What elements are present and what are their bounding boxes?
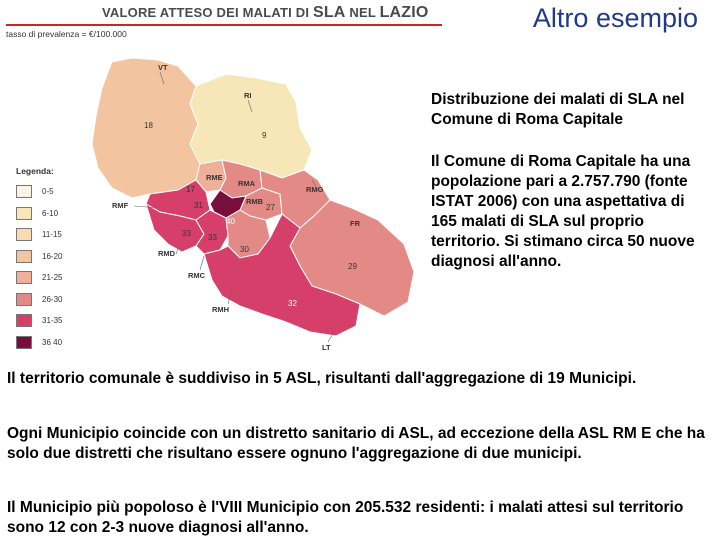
asl-label-rmd: RMD [158, 249, 176, 258]
value-rmh: 32 [288, 299, 297, 308]
legend-item [16, 224, 62, 246]
value-rme: 17 [186, 185, 195, 194]
value-rma: 25 [218, 199, 227, 208]
legend-swatch [16, 271, 32, 284]
asl-label-vt: VT [158, 63, 168, 72]
legend-swatch [16, 336, 32, 349]
legend-item [16, 181, 62, 203]
asl-label-rmc: RMC [188, 271, 206, 280]
asl-label-rmh: RMH [212, 305, 230, 314]
legend-swatch [16, 314, 32, 327]
map-title [6, 4, 442, 22]
lazio-map-svg [0, 40, 430, 362]
value-rmd: 33 [182, 229, 191, 238]
legend-item [16, 267, 62, 289]
bottom-paragraph-viii-municipio: Il Municipio più popoloso è l'VIII Municipio con 205.532 residenti: i malati attesi sul territorio sono 12 con 2-3 nuove diagnosi all'anno. [7, 499, 684, 536]
value-fr: 29 [348, 262, 357, 271]
legend-label: 6-10 [42, 208, 59, 218]
lazio-map [0, 40, 430, 362]
legend-label: 31-35 [42, 316, 63, 326]
legend-swatch [16, 228, 32, 241]
asl-label-rme: RME [206, 173, 223, 182]
map-title-rule [6, 24, 442, 26]
map-title-sla: SLA [312, 4, 346, 21]
legend-title: Legenda: [16, 166, 54, 176]
map-legend [16, 166, 62, 353]
legend-item [16, 310, 62, 332]
legend-swatch [16, 250, 32, 263]
legend-label: 16-20 [42, 251, 63, 261]
legend-swatch [16, 207, 32, 220]
value-vt: 18 [144, 121, 153, 130]
asl-label-rmg: RMG [306, 185, 324, 194]
slide-title: Altro esempio [532, 3, 698, 33]
legend-item [16, 246, 62, 268]
value-rmg: 30 [240, 245, 249, 254]
legend-item [16, 203, 62, 225]
bottom-paragraph-asl: Il territorio comunale è suddiviso in 5 ASL, risultanti dall'aggregazione di 19 Municipi. [7, 370, 637, 387]
value-rmc: 33 [208, 233, 217, 242]
map-title-region: LAZIO [379, 4, 429, 21]
asl-label-fr: FR [350, 219, 360, 228]
map-title-mid: NEL [349, 5, 376, 20]
value-rme-center: 40 [226, 217, 235, 226]
legend-label: 21-25 [42, 273, 63, 283]
asl-label-ri: RI [244, 91, 252, 100]
asl-label-rmf: RMF [112, 201, 129, 210]
value-rmf: 31 [194, 201, 203, 210]
map-header [6, 4, 442, 39]
bottom-paragraph-municipi: Ogni Municipio coincide con un distretto sanitario di ASL, ad eccezione della ASL RM E che ha solo due distretti che risultano essere ognuno l'aggregazione di due municipi. [7, 425, 705, 462]
map-title-prefix: VALORE ATTESO DEI MALATI DI [102, 5, 310, 20]
right-paragraph-title: Distribuzione dei malati di SLA nel Comune di Roma Capitale [431, 91, 685, 128]
map-subtitle: tasso di prevalenza = €/100.000 [6, 29, 127, 39]
right-paragraph-population: Il Comune di Roma Capitale ha una popolazione pari a 2.757.790 (fonte ISTAT 2006) con una aspettativa di 165 malati di SLA sul proprio territorio. Si stimano circa 50 nuove diagnosi all'anno. [431, 153, 695, 270]
value-rmb: 27 [266, 203, 275, 212]
legend-label: 0-5 [42, 187, 54, 197]
legend-item [16, 289, 62, 311]
legend-item [16, 332, 62, 354]
legend-label: 11-15 [42, 230, 62, 240]
asl-label-lt: LT [322, 343, 331, 352]
legend-swatch [16, 293, 32, 306]
asl-label-rmb: RMB [246, 197, 264, 206]
legend-label: 36 40 [42, 337, 63, 347]
legend-label: 26-30 [42, 294, 63, 304]
legend-swatch [16, 185, 32, 198]
value-ri: 9 [262, 131, 267, 140]
asl-label-rma: RMA [238, 179, 256, 188]
